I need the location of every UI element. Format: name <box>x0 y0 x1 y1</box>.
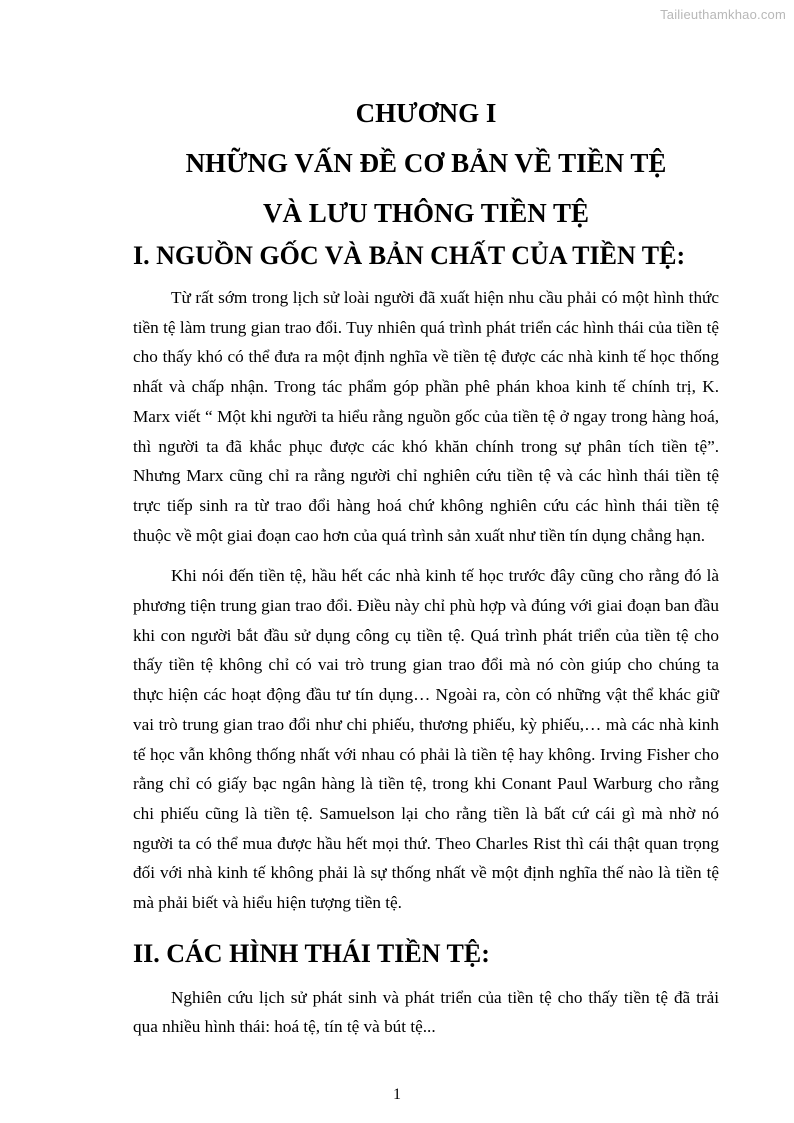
page-number: 1 <box>393 1086 401 1103</box>
chapter-number: CHƯƠNG I <box>355 98 497 128</box>
section-heading-forms: II. CÁC HÌNH THÁI TIỀN TỆ: <box>133 938 490 968</box>
paragraph: Khi nói đến tiền tệ, hầu hết các nhà kinh tế học trước đây cũng cho rằng đó là phương tiện trung gian trao đổi. Điều này chỉ phù hợp và đúng với giai đoạn ban đầu khi con người bắt đầu sử dụng công cụ tiền tệ. Quá trình phát triển của tiền tệ cho thấy tiền tệ không chỉ có vai trò trung gian trao đổi mà nó còn giúp cho chúng ta thực hiện các hoạt động đầu tư tín dụng… Ngoài ra, còn có những vật thể khác giữ vai trò trung gian trao đổi như chi phiếu, thương phiếu, kỳ phiếu,… mà các nhà kinh tế học vẫn không thống nhất với nhau có phải là tiền tệ hay không. Irving Fisher cho rằng chỉ có giấy bạc ngân hàng là tiền tệ, trong khi Conant Paul Warburg cho rằng chi phiếu cũng là tiền tệ. Samuelson lại cho rằng tiền là bất cứ cái gì mà nhờ nó người ta có thể mua được hầu hết mọi thứ. Theo Charles Rist thì cái thật quan trọng đối với nhà kinh tế không phải là sự thống nhất về một định nghĩa thế nào là tiền tệ mà phải biết và hiểu hiện tượng tiền tệ. <box>133 566 719 913</box>
paragraph: Từ rất sớm trong lịch sử loài người đã xuất hiện nhu cầu phải có một hình thức tiền tệ làm trung gian trao đổi. Tuy nhiên quá trình phát triển các hình thái của tiền tệ cho thấy khó có thể đưa ra một định nghĩa về tiền tệ được các nhà kinh tế học thống nhất và chấp nhận. Trong tác phẩm góp phần phê phán khoa kinh tế chính trị, K. Marx viết “ Một khi người ta hiểu rằng nguồn gốc của tiền tệ ở ngay trong hàng hoá, thì người ta đã khắc phục được các khó khăn chính trong sự phân tích tiền tệ”. Nhưng Marx cũng chỉ ra rằng người chỉ nghiên cứu tiền tệ và các hình thái tiền tệ trực tiếp sinh ra từ trao đổi hàng hoá chứ không nghiên cứu các hình thái tiền tệ thuộc về một giai đoạn cao hơn của quá trình sản xuất như tiền tín dụng chẳng hạn. <box>133 288 719 545</box>
chapter-title-line-1: NHỮNG VẤN ĐỀ CƠ BẢN VỀ TIỀN TỆ <box>185 148 667 178</box>
chapter-title <box>133 88 719 238</box>
section-heading-origin: I. NGUỒN GỐC VÀ BẢN CHẤT CỦA TIỀN TỆ: <box>133 241 686 270</box>
chapter-title-line-2: VÀ LƯU THÔNG TIỀN TỆ <box>262 198 590 228</box>
document-page <box>133 88 719 1042</box>
paragraph: Nghiên cứu lịch sử phát sinh và phát triển của tiền tệ cho thấy tiền tệ đã trải qua nhiều hình thái: hoá tệ, tín tệ và bút tệ... <box>133 987 719 1037</box>
watermark-text: Tailieuthamkhao.com <box>660 7 786 22</box>
